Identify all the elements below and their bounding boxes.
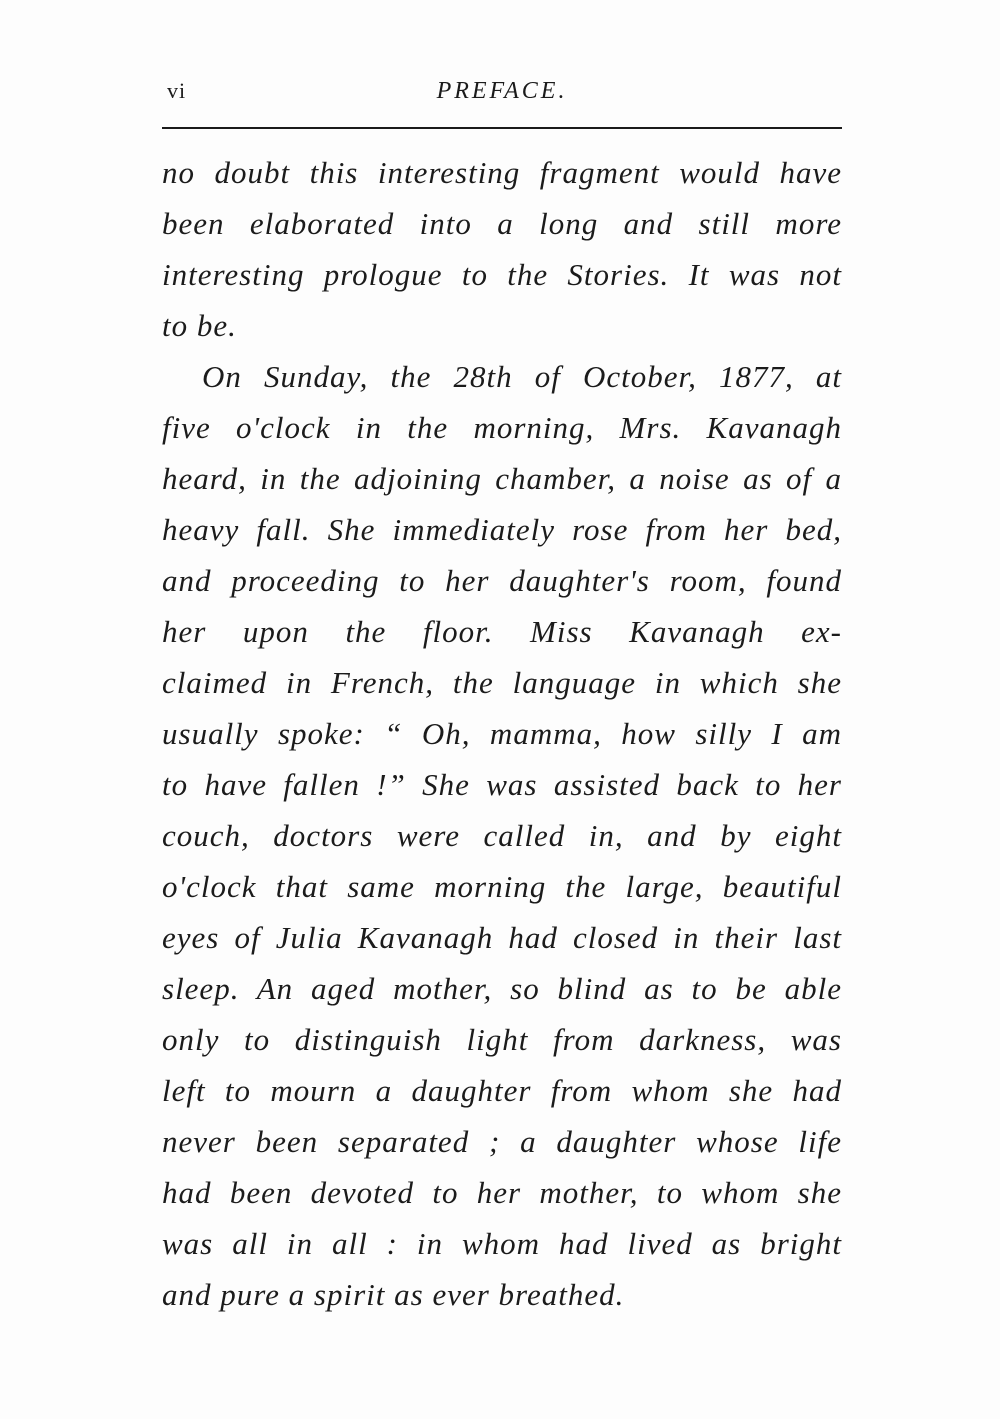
page-number: vi <box>167 78 187 103</box>
body-text <box>162 147 842 1320</box>
text-line: had been devoted to her mother, to whom she <box>162 1175 842 1210</box>
text-line: eyes of Julia Kavanagh had closed in their last <box>162 920 842 955</box>
text-line: been elaborated into a long and still more <box>162 206 842 241</box>
text-line: On Sunday, the 28th of October, 1877, at <box>202 359 842 394</box>
text-line: to be. <box>162 308 237 343</box>
text-line: five o'clock in the morning, Mrs. Kavanagh <box>162 410 842 445</box>
text-line: and pure a spirit as ever breathed. <box>162 1277 625 1312</box>
text-line: no doubt this interesting fragment would have <box>162 155 842 190</box>
text-line: was all in all : in whom had lived as bright <box>162 1226 842 1261</box>
text-line: only to distinguish light from darkness, was <box>162 1022 842 1057</box>
text-line: sleep. An aged mother, so blind as to be able <box>162 971 842 1006</box>
text-line: and proceeding to her daughter's room, found <box>162 563 842 598</box>
text-line: heard, in the adjoining chamber, a noise as of a <box>162 461 842 496</box>
text-line: couch, doctors were called in, and by eight <box>162 818 842 853</box>
text-line: o'clock that same morning the large, beautiful <box>162 869 842 904</box>
text-line: left to mourn a daughter from whom she had <box>162 1073 842 1108</box>
text-line: never been separated ; a daughter whose life <box>162 1124 842 1159</box>
text-line: heavy fall. She immediately rose from her bed, <box>162 512 842 547</box>
page-header <box>162 78 842 118</box>
text-line: her upon the floor. Miss Kavanagh ex- <box>162 614 842 649</box>
text-line: to have fallen !” She was assisted back to her <box>162 767 842 802</box>
text-line: interesting prologue to the Stories. It was not <box>162 257 842 292</box>
header-rule <box>162 127 842 129</box>
text-line: claimed in French, the language in which she <box>162 665 842 700</box>
text-line: usually spoke: “ Oh, mamma, how silly I am <box>162 716 842 751</box>
running-head: PREFACE. <box>436 78 568 104</box>
